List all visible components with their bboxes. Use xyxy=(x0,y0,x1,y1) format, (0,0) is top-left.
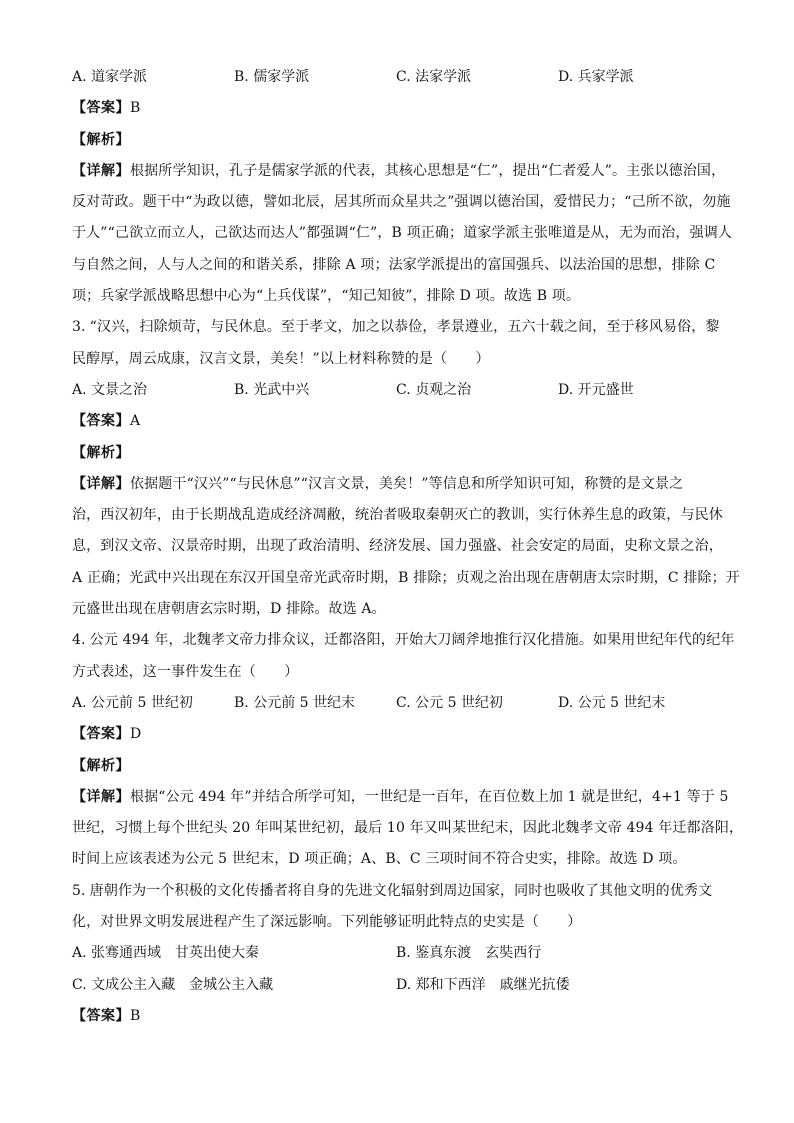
stem-text: 公元 494 年，北魏孝文帝力排众议，迁都洛阳，开始大刀阔斧地推行汉化措施。如果用世纪年代的纪年 xyxy=(89,632,735,649)
detail-text: 根据所学知识，孔子是儒家学派的代表，其核心思想是“仁”，提出“仁者爱人”。主张以德治国， xyxy=(130,162,726,179)
q5-answer xyxy=(72,1001,732,1032)
answer-tag: 【答案】 xyxy=(72,726,130,743)
stem-text: 唐朝作为一个积极的文化传播者将自身的先进文化辐射到周边国家，同时也吸收了其他文明的优秀文 xyxy=(89,882,713,899)
q2-option-a: A. 道家学派 xyxy=(72,69,148,85)
q4-stem-line: 方式表述，这一事件发生在（ ） xyxy=(72,663,299,680)
q2-options xyxy=(72,62,732,93)
detail-text: 根据“公元 494 年”并结合所学可知，一世纪是一百年，在百位数上加 1 就是世纪，4+1 等于 5 xyxy=(130,788,729,805)
q2-answer xyxy=(72,93,732,124)
answer-tag: 【答案】 xyxy=(72,413,130,430)
q2-detail-line xyxy=(72,156,732,187)
q3-detail-line: A 正确；光武中兴出现在东汉开国皇帝光武帝时期，B 排除；贞观之治出现在唐朝唐太宗时期，C 排除；开 xyxy=(72,569,740,586)
answer-tag: 【答案】 xyxy=(72,1007,130,1024)
q2-detail-line: 与自然之间，人与人之间的和谐关系，排除 A 项；法家学派提出的富国强兵、以法治国的思想，排除 C xyxy=(72,256,716,273)
stem-text: “汉兴，扫除烦苛，与民休息。至于孝文，加之以恭俭，孝景遵业，五六十载之间，至于移风易俗，黎 xyxy=(89,319,720,336)
q2-option-c: C. 法家学派 xyxy=(396,69,472,85)
answer-value: B xyxy=(130,100,141,117)
q3-option-b: B. 光武中兴 xyxy=(234,381,310,398)
q3-detail-line: 元盛世出现在唐朝唐玄宗时期，D 排除。故选 A。 xyxy=(72,601,386,618)
detail-tag: 【详解】 xyxy=(72,788,130,805)
q2-detail-line: 于人”“己欲立而立人，己欲达而达人”都强调“仁”，B 项正确；道家学派主张唯道是从，无为而治，强调人 xyxy=(72,225,733,242)
question-number: 3. xyxy=(72,319,86,336)
question-number: 4. xyxy=(72,632,86,649)
q3-answer xyxy=(72,406,732,437)
q3-detail-line: 治，西汉初年，由于长期战乱造成经济凋敝，统治者吸取秦朝灭亡的教训，实行休养生息的政策，与民休 xyxy=(72,507,723,524)
q3-option-c: C. 贞观之治 xyxy=(396,381,472,398)
q4-option-d: D. 公元 5 世纪末 xyxy=(558,694,666,711)
answer-value: D xyxy=(130,726,142,743)
q5-stem-line xyxy=(72,876,732,907)
q3-stem-line xyxy=(72,312,732,343)
q5-option-a: A. 张骞通西域 甘英出使大秦 xyxy=(72,945,260,962)
q3-option-a: A. 文景之治 xyxy=(72,381,148,398)
q4-analysis-heading xyxy=(72,751,732,782)
q3-analysis-heading xyxy=(72,438,732,469)
q4-detail-line xyxy=(72,782,732,813)
analysis-tag: 【解析】 xyxy=(72,444,130,461)
q5-options-row-1 xyxy=(72,938,732,969)
exam-page xyxy=(72,62,744,1032)
q4-option-b: B. 公元前 5 世纪末 xyxy=(234,694,355,711)
q5-option-c: C. 文成公主入藏 金城公主入藏 xyxy=(72,976,274,993)
answer-tag: 【答案】 xyxy=(72,100,130,117)
detail-text: 依据题干“汉兴”“与民休息”“汉言文景，美矣！”等信息和所学知识可知，称赞的是文景之 xyxy=(130,475,684,492)
q3-option-d: D. 开元盛世 xyxy=(558,381,634,398)
q5-stem-line: 化，对世界文明发展进程产生了深远影响。下列能够证明此特点的史实是（ ） xyxy=(72,914,582,931)
q4-detail-line: 时间上应该表述为公元 5 世纪末，D 项正确；A、B、C 三项时间不符合史实，排除。故选 D 项。 xyxy=(72,851,687,868)
answer-value: A xyxy=(130,413,141,430)
q2-option-d: D. 兵家学派 xyxy=(558,69,634,85)
analysis-tag: 【解析】 xyxy=(72,757,130,774)
analysis-tag: 【解析】 xyxy=(72,131,130,148)
q4-answer xyxy=(72,719,732,750)
q5-option-b: B. 鉴真东渡 玄奘西行 xyxy=(396,945,542,962)
q2-detail-line: 反对苛政。题干中“为政以德，譬如北辰，居其所而众星共之”强调以德治国，爱惜民力；“己所不欲，勿施 xyxy=(72,194,731,211)
q3-detail-line: 息，到汉文帝、汉景帝时期，出现了政治清明、经济发展、国力强盛、社会安定的局面，史称文景之治， xyxy=(72,538,723,555)
question-number: 5. xyxy=(72,882,86,899)
answer-value: B xyxy=(130,1007,141,1024)
detail-tag: 【详解】 xyxy=(72,162,130,179)
q5-options-row-2 xyxy=(72,970,732,1001)
q3-stem-line: 民醇厚，周云成康，汉言文景，美矣！”以上材料称赞的是（ ） xyxy=(72,350,490,367)
q3-options xyxy=(72,375,732,406)
q4-options xyxy=(72,688,732,719)
q4-stem-line xyxy=(72,625,735,656)
q2-detail-line: 项；兵家学派战略思想中心为“上兵伐谋”，“知己知彼”，排除 D 项。故选 B 项。 xyxy=(72,288,581,305)
q5-option-d: D. 郑和下西洋 戚继光抗倭 xyxy=(396,976,570,993)
detail-tag: 【详解】 xyxy=(72,475,130,492)
q4-detail-line: 世纪，习惯上每个世纪头 20 年叫某世纪初，最后 10 年又叫某世纪末，因此北魏孝文帝 494 年迁都洛阳， xyxy=(72,820,744,837)
q4-option-a: A. 公元前 5 世纪初 xyxy=(72,694,193,711)
q4-option-c: C. 公元 5 世纪初 xyxy=(396,694,503,711)
q2-option-b: B. 儒家学派 xyxy=(234,69,310,85)
q3-detail-line xyxy=(72,469,732,500)
q2-analysis-heading xyxy=(72,125,732,156)
